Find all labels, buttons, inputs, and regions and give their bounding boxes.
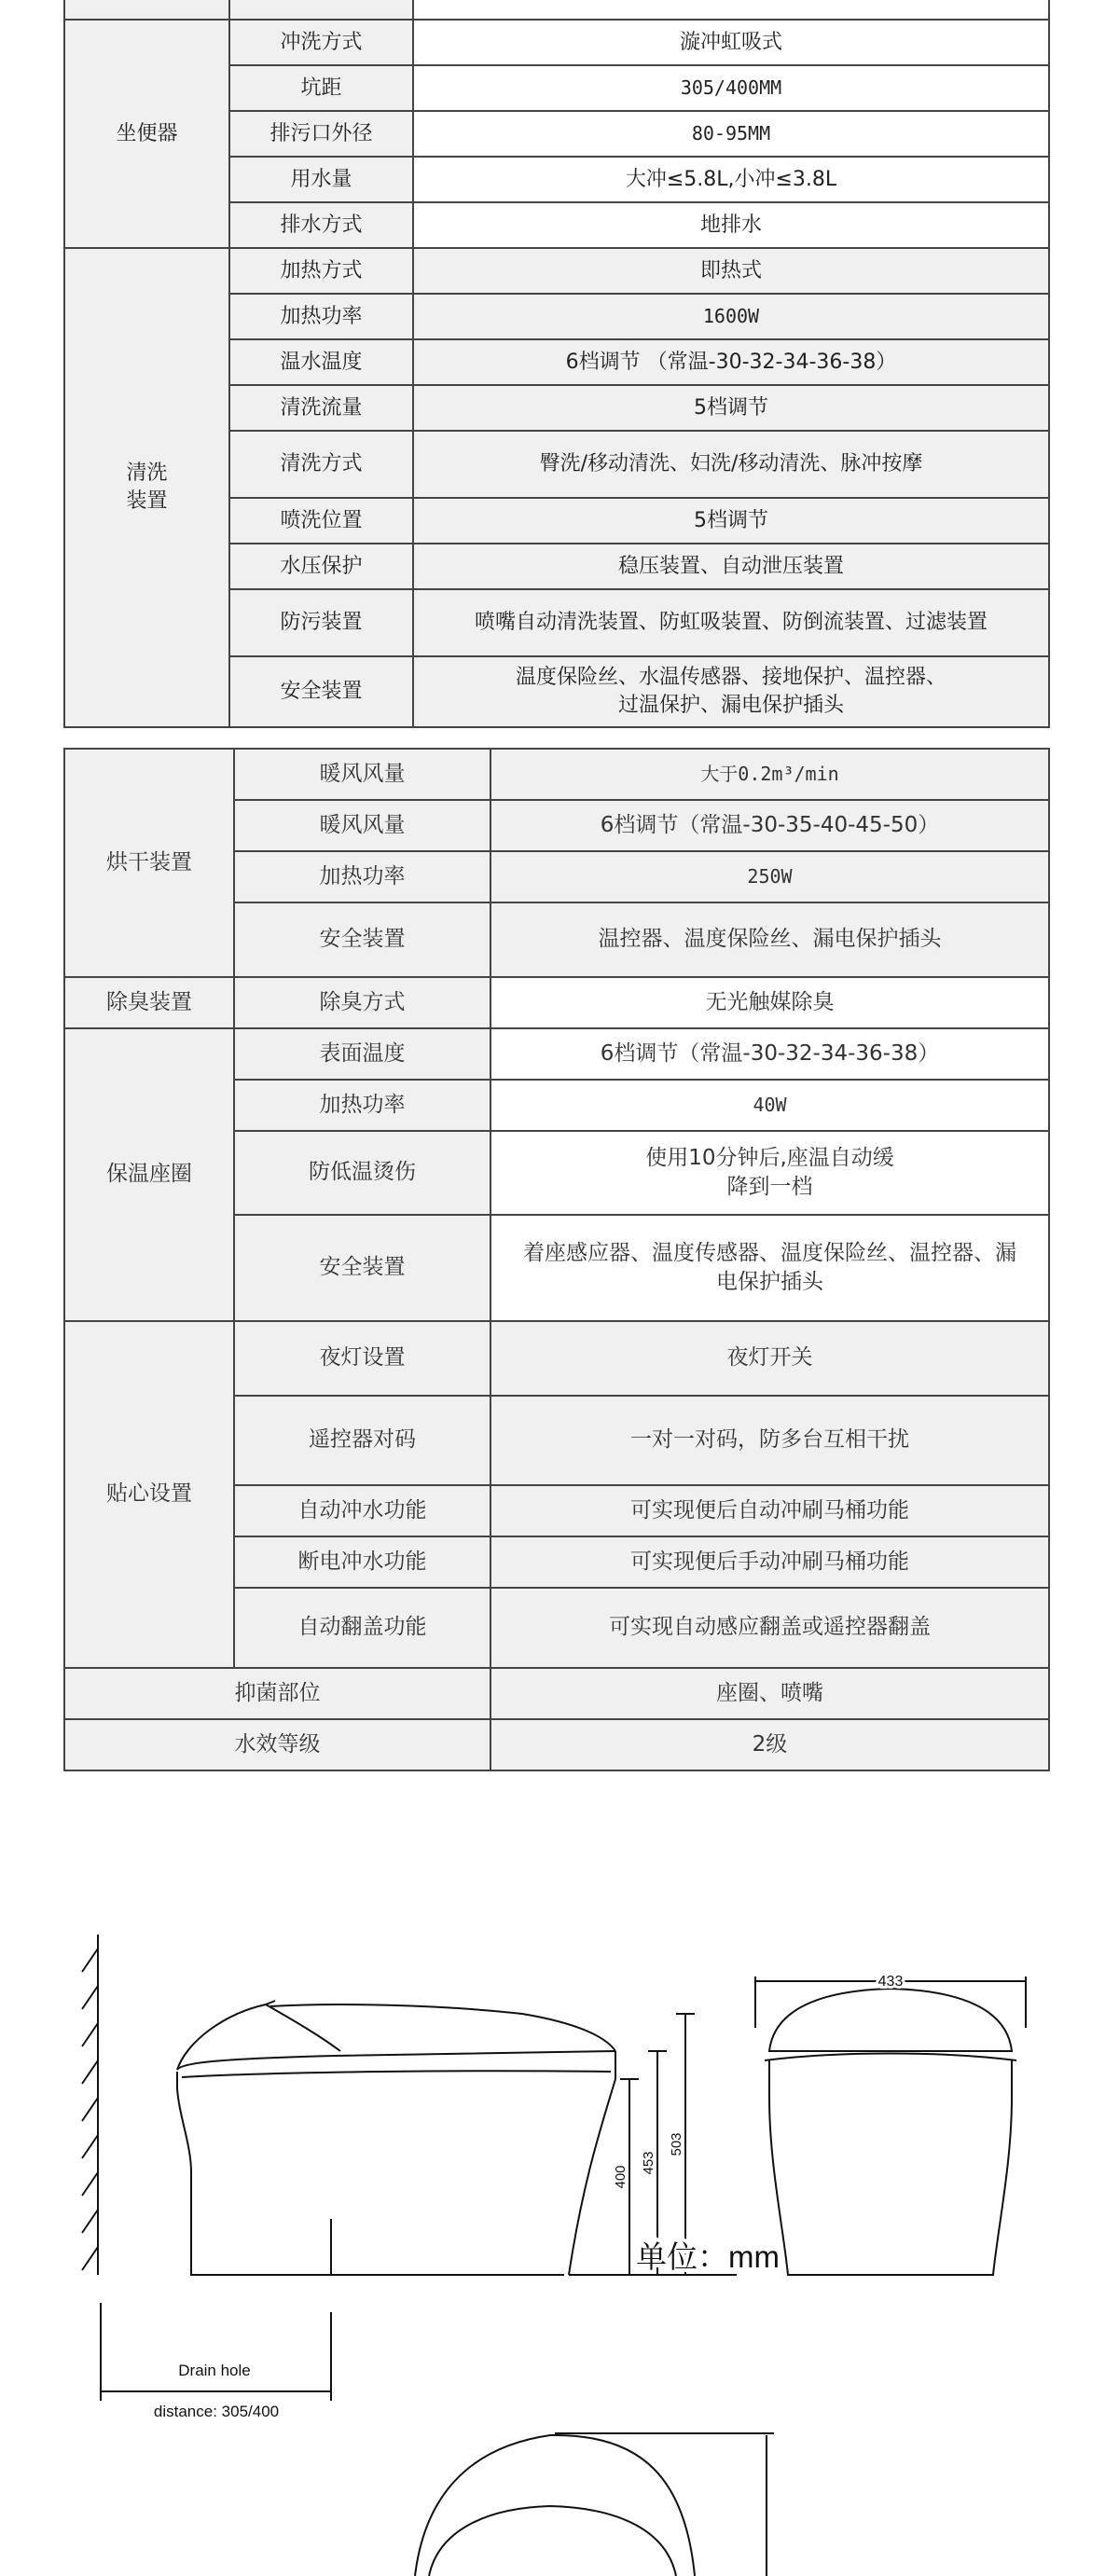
row-label: 加热功率 <box>234 851 490 902</box>
table-row <box>64 977 1049 1028</box>
row-label-water-grade: 水效等级 <box>64 1719 490 1770</box>
toilet-front-view <box>755 1977 1026 2275</box>
drain-dimension <box>101 2303 331 2401</box>
row-value-line2: 过温保护、漏电保护插头 <box>617 694 844 717</box>
row-label: 安全装置 <box>229 656 413 727</box>
row-label: 暖风风量 <box>234 800 490 851</box>
category-drying: 烘干装置 <box>64 749 234 977</box>
row-value: 漩冲虹吸式 <box>413 20 1049 65</box>
wall-hatching <box>82 1935 98 2275</box>
table-row <box>64 1321 1049 1396</box>
row-label: 排污口外径 <box>229 111 413 157</box>
row-label: 安全装置 <box>234 1215 490 1321</box>
row-label: 自动冲水功能 <box>234 1485 490 1536</box>
row-label: 水压保护 <box>229 544 413 589</box>
row-label: 除臭方式 <box>234 977 490 1028</box>
row-value-line2: 电保护插头 <box>716 1270 823 1294</box>
dim-400-label: 400 <box>613 2165 629 2189</box>
row-value: 一对一对码，防多台互相干扰 <box>490 1396 1049 1485</box>
row-value: 80-95MM <box>413 111 1049 157</box>
category-seat: 保温座圈 <box>64 1028 234 1321</box>
row-value: 305/400MM <box>413 65 1049 111</box>
dim-width-label: 433 <box>877 1974 904 1990</box>
row-value <box>413 656 1049 727</box>
row-value: 喷嘴自动清洗装置、防虹吸装置、防倒流装置、过滤装置 <box>413 589 1049 656</box>
row-value-line1: 使用10分钟后,座温自动缓 <box>645 1145 894 1170</box>
dim-453-label: 453 <box>641 2151 656 2175</box>
table-row <box>64 0 1049 20</box>
row-value-line1: 着座感应器、温度传感器、温度保险丝、温控器、漏 <box>523 1240 1016 1265</box>
row-value: 臀洗/移动清洗、妇洗/移动清洗、脉冲按摩 <box>413 431 1049 498</box>
category-cleaning-line1: 清洗 <box>126 461 168 486</box>
drain-label-line1: Drain hole <box>178 2362 251 2379</box>
row-value: 稳压装置、自动泄压装置 <box>413 544 1049 589</box>
row-value: 5档调节 <box>413 385 1049 431</box>
row-value: 1600W <box>413 294 1049 339</box>
table-row <box>64 1719 1049 1770</box>
row-label: 加热功率 <box>234 1080 490 1131</box>
drain-label-line2: distance: 305/400 <box>153 2403 280 2420</box>
row-label: 自动翻盖功能 <box>234 1588 490 1668</box>
row-value: 6档调节 （常温-30-32-34-36-38） <box>413 339 1049 385</box>
row-value: 5档调节 <box>413 498 1049 544</box>
row-label: 加热功率 <box>229 294 413 339</box>
row-label: 遥控器对码 <box>234 1396 490 1485</box>
toilet-side-view <box>177 2001 615 2275</box>
row-value: 可实现便后自动冲刷马桶功能 <box>490 1485 1049 1536</box>
category-cleaning-line2: 装置 <box>126 489 168 513</box>
row-value: 6档调节（常温-30-32-34-36-38） <box>490 1028 1049 1080</box>
row-value: 无光触媒除臭 <box>490 977 1049 1028</box>
row-label: 防污装置 <box>229 589 413 656</box>
toilet-top-view <box>415 2433 774 2576</box>
table-row <box>64 1668 1049 1719</box>
row-value: 地排水 <box>413 202 1049 248</box>
table-row <box>64 749 1049 800</box>
row-label-antibacterial: 抑菌部位 <box>64 1668 490 1719</box>
row-value-line2: 降到一档 <box>726 1175 813 1199</box>
row-label: 断电冲水功能 <box>234 1536 490 1588</box>
row-value <box>490 1131 1049 1215</box>
row-label: 喷洗位置 <box>229 498 413 544</box>
row-label: 暖风风量 <box>234 749 490 800</box>
table-row <box>64 20 1049 65</box>
category-cleaning <box>64 248 229 727</box>
row-value: 40W <box>490 1080 1049 1131</box>
row-value: 夜灯开关 <box>490 1321 1049 1396</box>
table-row <box>64 248 1049 294</box>
row-label: 坑距 <box>229 65 413 111</box>
spec-table-2 <box>63 748 1050 1771</box>
row-value: 温控器、温度保险丝、漏电保护插头 <box>490 902 1049 977</box>
row-value: 可实现便后手动冲刷马桶功能 <box>490 1536 1049 1588</box>
unit-label: 单位：mm <box>636 2239 780 2274</box>
row-value: 大于0.2m³/min <box>490 749 1049 800</box>
row-value: 座圈、喷嘴 <box>490 1668 1049 1719</box>
category-deodor: 除臭装置 <box>64 977 234 1028</box>
row-value: 2级 <box>490 1719 1049 1770</box>
row-value <box>490 1215 1049 1321</box>
cut-off-cell <box>229 0 413 20</box>
row-label: 排水方式 <box>229 202 413 248</box>
row-label: 清洗流量 <box>229 385 413 431</box>
row-value: 大冲≤5.8L,小冲≤3.8L <box>413 157 1049 202</box>
dimension-drawing <box>0 1902 1119 2576</box>
row-value: 可实现自动感应翻盖或遥控器翻盖 <box>490 1588 1049 1668</box>
row-label: 清洗方式 <box>229 431 413 498</box>
row-label: 夜灯设置 <box>234 1321 490 1396</box>
category-comfort: 贴心设置 <box>64 1321 234 1668</box>
row-label: 安全装置 <box>234 902 490 977</box>
row-label: 用水量 <box>229 157 413 202</box>
spec-table-1 <box>63 0 1050 728</box>
row-label: 温水温度 <box>229 339 413 385</box>
row-value: 即热式 <box>413 248 1049 294</box>
cut-off-cell <box>64 0 229 20</box>
row-label: 加热方式 <box>229 248 413 294</box>
row-value-line1: 温度保险丝、水温传感器、接地保护、温控器、 <box>515 666 946 690</box>
cut-off-cell <box>413 0 1049 20</box>
row-value: 6档调节（常温-30-35-40-45-50） <box>490 800 1049 851</box>
dim-503-label: 503 <box>669 2132 684 2156</box>
row-label: 冲洗方式 <box>229 20 413 65</box>
height-dimensions <box>569 2014 737 2275</box>
row-label: 表面温度 <box>234 1028 490 1080</box>
table-row <box>64 1028 1049 1080</box>
row-value: 250W <box>490 851 1049 902</box>
row-label: 防低温烫伤 <box>234 1131 490 1215</box>
category-toilet: 坐便器 <box>64 20 229 248</box>
